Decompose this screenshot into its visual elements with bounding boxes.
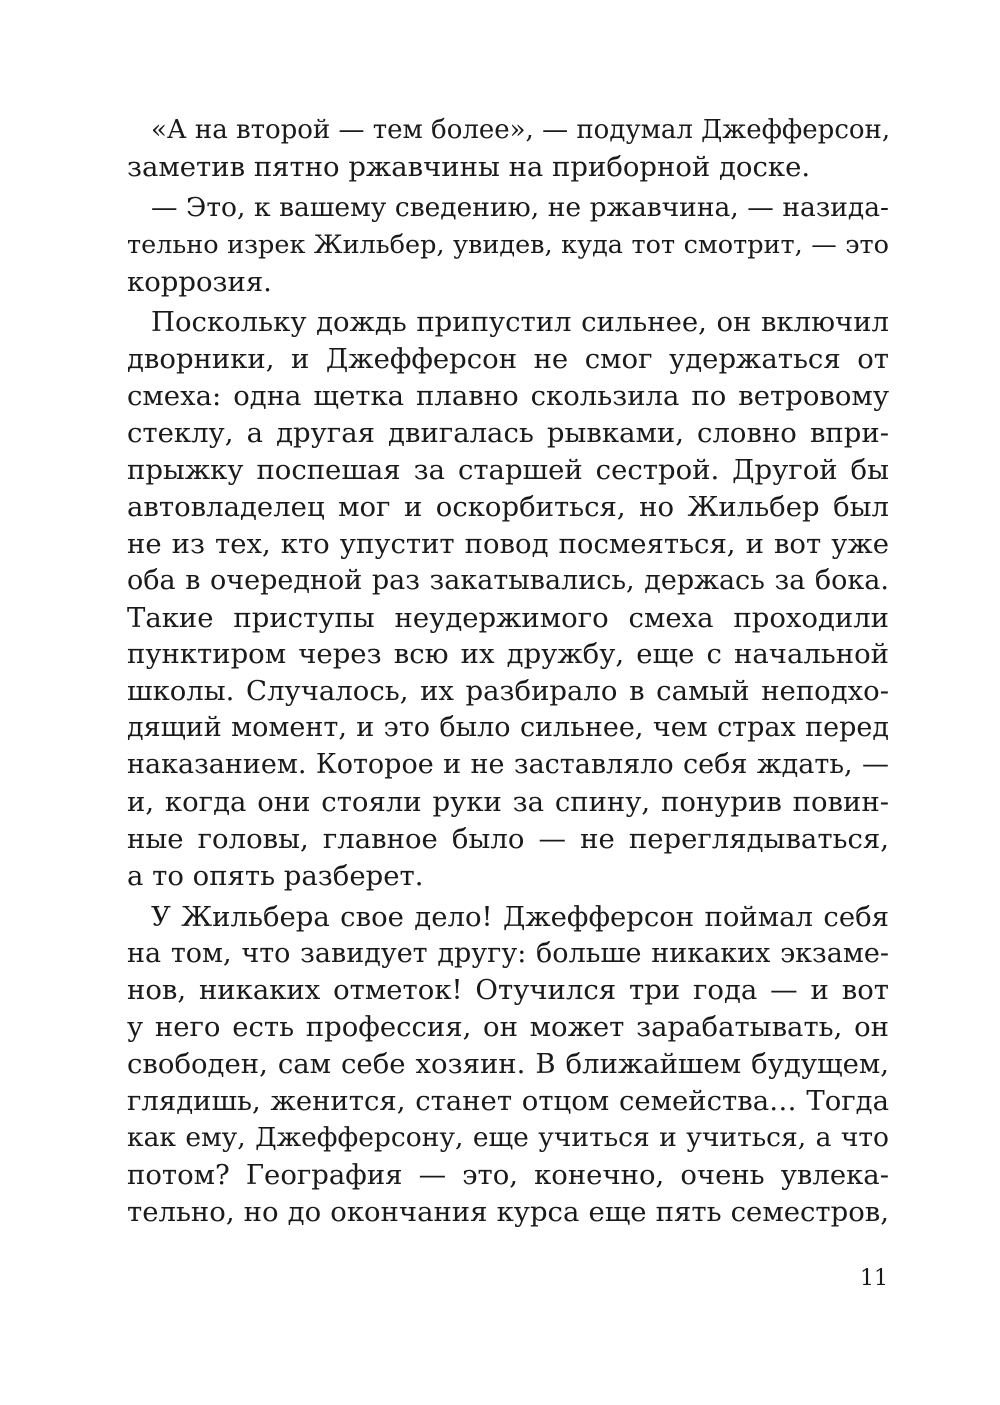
text-line: дящий момент, и это было сильнее, чем страх перед (127, 712, 889, 744)
text-line: дворники, и Джефферсон не смог удержаться от (127, 343, 889, 376)
text-line: коррозия. (127, 265, 272, 298)
text-line: глядишь, женится, станет отцом семейства… Тогда (127, 1085, 889, 1118)
text-line: как ему, Джефферсону, еще учиться и учиться, а что (127, 1122, 889, 1154)
text-line: тельно изрек Жильбер, увидев, куда тот смотрит, — это (127, 229, 889, 260)
text-line: свободен, сам себе хозяин. В ближайшем будущем, (127, 1048, 889, 1081)
text-line: «А на второй — тем более», — подумал Джефферсон, (151, 115, 891, 145)
text-line: на том, что завидует другу: больше никаких экзаме- (127, 937, 889, 969)
text-line: оба в очередной раз закатывались, держась за бока. (127, 564, 889, 596)
text-line: школы. Случалось, их разбирало в самый неподхо- (127, 675, 889, 708)
text-line: нов, никаких отметок! Отучился три года — и вот (127, 974, 889, 1007)
text-line: У Жильбера свое дело! Джефферсон поймал себя (151, 900, 889, 933)
page-number: 11 (860, 1266, 888, 1291)
text-line: заметив пятно ржавчины на приборной доске. (127, 150, 811, 183)
body-text (127, 112, 889, 1231)
text-line: пунктиром через всю их дружбу, еще с начальной (127, 638, 889, 671)
text-line: Поскольку дождь припустил сильнее, он включил (151, 306, 889, 339)
text-line: тельно, но до окончания курса еще пять семестров, (127, 1195, 889, 1228)
text-line: потом? География — это, конечно, очень увлека- (127, 1158, 889, 1191)
text-line: автовладелец мог и оскорбиться, но Жильбер был (127, 490, 889, 523)
text-line: а то опять разберет. (127, 859, 424, 892)
text-line: ные головы, главное было — не переглядываться, (127, 822, 889, 855)
text-line: прыжку поспешая за старшей сестрой. Другой бы (127, 454, 889, 487)
text-line: и, когда они стояли руки за спину, понурив повин- (127, 786, 889, 819)
text-line: не из тех, кто упустит повод посмеяться, и вот уже (127, 527, 889, 560)
text-line: смеха: одна щетка плавно скользила по ветровому (127, 380, 889, 413)
text-line: Такие приступы неудержимого смеха проходили (127, 601, 889, 634)
text-line: — Это, к вашему сведению, не ржавчина, — назида- (151, 191, 889, 223)
text-line: наказанием. Которое и не заставляло себя ждать, — (127, 749, 889, 781)
text-line: у него есть профессия, он может зарабатывать, он (127, 1011, 889, 1044)
text-line: стеклу, а другая двигалась рывками, словно впри- (127, 417, 889, 450)
